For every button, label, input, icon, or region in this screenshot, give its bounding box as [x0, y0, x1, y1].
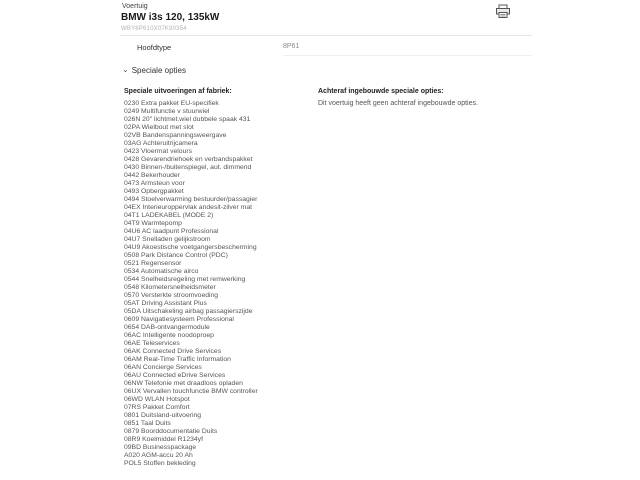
- speciale-opties-section-header[interactable]: [122, 66, 186, 75]
- option-list-item: 06AE Teleservices: [124, 340, 180, 347]
- option-list-item: 0570 Versterkte stroomvoeding: [124, 292, 219, 299]
- option-list-item: 03AG Achteruitrijcamera: [124, 140, 198, 147]
- option-list-item: 04U6 AC laadpunt Professional: [124, 228, 219, 235]
- option-list-item: 0654 DAB-ontvangermodule: [124, 324, 210, 331]
- factory-options-list: [124, 100, 314, 468]
- option-list-item: 06AN Concierge Services: [124, 364, 202, 371]
- option-list-item: 05DA Uitschakeling airbag passagierszijde: [124, 308, 253, 315]
- option-list-item: 02VB Bandenspanningsweergave: [124, 132, 227, 139]
- speciale-opties-title: Speciale opties: [131, 66, 186, 75]
- option-list-item: 0430 Binnen-/buitenspiegel, aut. dimmend: [124, 164, 252, 171]
- retrofit-options-column: [318, 88, 518, 107]
- option-list-item: 0851 Taal Duits: [124, 420, 171, 427]
- option-list-item: 0548 Kilometersnelheidsmeter: [124, 284, 216, 291]
- option-list-item: POL5 Stoffen bekleding: [124, 460, 196, 467]
- option-list-item: 04EX Interieuroppervlak andesit-zilver mat: [124, 204, 253, 211]
- option-list-item: 05AT Driving Assistant Plus: [124, 300, 207, 307]
- option-list-item: 0801 Duitsland-uitvoering: [124, 412, 202, 419]
- page-title: BMW i3s 120, 135kW: [121, 12, 220, 23]
- factory-options-column: [124, 88, 314, 468]
- option-list-item: 06NW Telefonie met draadloos opladen: [124, 380, 243, 387]
- option-list-item: 06WD WLAN Hotspot: [124, 396, 190, 403]
- option-list-item: 06AM Real-Time Traffic Information: [124, 356, 231, 363]
- hoofdtype-label: Hoofdtype: [137, 43, 172, 52]
- hoofdtype-value: 8P61: [283, 43, 300, 50]
- option-list-item: 07RS Pakket Comfort: [124, 404, 190, 411]
- printer-icon: [495, 4, 513, 19]
- factory-options-heading: Speciale uitvoeringen af fabriek:: [124, 88, 232, 95]
- option-list-item: 0423 Vloermat velours: [124, 148, 193, 155]
- option-list-item: 0534 Automatische airco: [124, 268, 199, 275]
- option-list-item: 04U9 Akoestische voetgangersbescherming: [124, 244, 257, 251]
- print-button[interactable]: [493, 1, 515, 21]
- option-list-item: 0249 Multifunctie v stuurwiel: [124, 108, 210, 115]
- option-list-item: 0544 Snelheidsregeling met remwerking: [124, 276, 246, 283]
- vin-text: WBY8P610X07K90354: [121, 26, 187, 32]
- option-list-item: 06AC Intelligente noodoproep: [124, 332, 214, 339]
- vehicle-section-label: Voertuig: [122, 3, 148, 10]
- option-list-item: 0230 Extra pakket EU-specifiek: [124, 100, 219, 107]
- option-list-item: 0442 Bekerhouder: [124, 172, 180, 179]
- option-list-item: 026N 20" lichtmet.wiel dubbele spaak 431: [124, 116, 251, 123]
- option-list-item: 0428 Gevarendriehoek en verbandspakket: [124, 156, 253, 163]
- option-list-item: 04U7 Snelladen gelijkstroom: [124, 236, 211, 243]
- option-list-item: 0494 Stoelverwarming bestuurder/passagier: [124, 196, 258, 203]
- option-list-item: 0879 Boorddocumentatie Duits: [124, 428, 218, 435]
- option-list-item: A020 AGM-accu 20 Ah: [124, 452, 193, 459]
- retrofit-options-text: Dit voertuig heeft geen achteraf ingebouwde opties.: [318, 100, 478, 107]
- option-list-item: 0493 Opbergpakket: [124, 188, 184, 195]
- option-list-item: 0521 Regensensor: [124, 260, 182, 267]
- option-list-item: 04T1 LADEKABEL (MODE 2): [124, 212, 214, 219]
- option-list-item: 0609 Navigatiesysteem Professional: [124, 316, 234, 323]
- option-list-item: 02PA Wielbout met slot: [124, 124, 194, 131]
- retrofit-options-heading: Achteraf ingebouwde speciale opties:: [318, 88, 444, 95]
- option-list-item: 06AK Connected Drive Services: [124, 348, 222, 355]
- option-list-item: 0508 Park Distance Control (PDC): [124, 252, 228, 259]
- header-divider: [120, 35, 532, 36]
- chevron-down-icon: ⌄: [122, 64, 129, 74]
- option-list-item: 04T9 Warmtepomp: [124, 220, 182, 227]
- hoofdtype-field-underline: [283, 55, 532, 56]
- option-list-item: 06AU Connected eDrive Services: [124, 372, 226, 379]
- option-list-item: 06UX Vervallen touchfunctie BMW controller: [124, 388, 258, 395]
- option-list-item: 0473 Armsteun voor: [124, 180, 185, 187]
- option-list-item: 08R9 Koelmiddel R1234yf: [124, 436, 203, 443]
- option-list-item: 09BD Businesspackage: [124, 444, 197, 451]
